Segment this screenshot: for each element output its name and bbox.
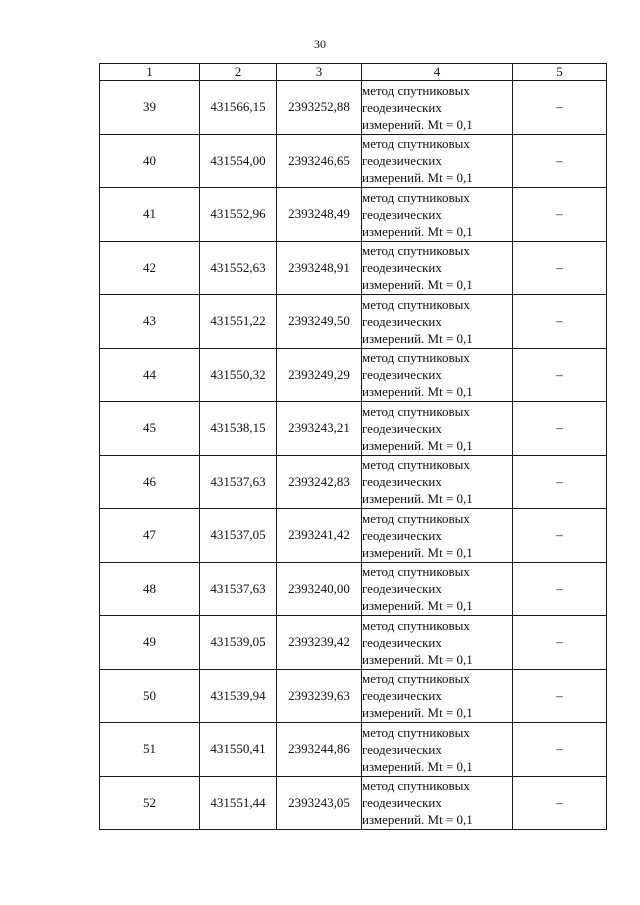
method-line-3: измерений. Mt = 0,1 <box>362 384 473 400</box>
method-line-2: геодезических <box>362 153 442 169</box>
note-cell: – <box>513 402 607 456</box>
method-line-3: измерений. Mt = 0,1 <box>362 705 473 721</box>
method-line-1: метод спутниковых <box>362 724 470 740</box>
table-row <box>100 776 607 830</box>
measurement-method <box>362 776 513 830</box>
method-line-2: геодезических <box>362 260 442 276</box>
method-line-3: измерений. Mt = 0,1 <box>362 651 473 667</box>
note-cell: – <box>513 669 607 723</box>
table-row <box>100 241 607 295</box>
coordinate-x: 431550,41 <box>200 723 277 777</box>
measurement-method <box>362 402 513 456</box>
point-number: 40 <box>100 134 200 188</box>
method-line-1: метод спутниковых <box>362 82 470 98</box>
method-line-2: геодезических <box>362 474 442 490</box>
measurement-method <box>362 723 513 777</box>
note-cell: – <box>513 616 607 670</box>
coordinate-y: 2393243,21 <box>277 402 362 456</box>
table-row <box>100 616 607 670</box>
note-cell: – <box>513 776 607 830</box>
method-line-3: измерений. Mt = 0,1 <box>362 277 473 293</box>
header-col-4: 4 <box>362 64 513 81</box>
coordinate-y: 2393244,86 <box>277 723 362 777</box>
measurement-method <box>362 188 513 242</box>
measurement-method <box>362 562 513 616</box>
coordinate-y: 2393249,29 <box>277 348 362 402</box>
table-row <box>100 295 607 349</box>
method-line-3: измерений. Mt = 0,1 <box>362 491 473 507</box>
method-line-1: метод спутниковых <box>362 350 470 366</box>
method-line-2: геодезических <box>362 367 442 383</box>
point-number: 44 <box>100 348 200 402</box>
method-line-1: метод спутниковых <box>362 403 470 419</box>
coordinate-x: 431551,22 <box>200 295 277 349</box>
coordinate-y: 2393246,65 <box>277 134 362 188</box>
point-number: 42 <box>100 241 200 295</box>
coordinate-y: 2393239,63 <box>277 669 362 723</box>
coordinate-y: 2393243,05 <box>277 776 362 830</box>
note-cell: – <box>513 241 607 295</box>
coordinate-y: 2393240,00 <box>277 562 362 616</box>
method-line-2: геодезических <box>362 741 442 757</box>
note-cell: – <box>513 81 607 135</box>
coordinate-x: 431566,15 <box>200 81 277 135</box>
table-row <box>100 81 607 135</box>
method-line-1: метод спутниковых <box>362 778 470 794</box>
measurement-method <box>362 455 513 509</box>
method-line-1: метод спутниковых <box>362 510 470 526</box>
header-col-5: 5 <box>513 64 607 81</box>
point-number: 41 <box>100 188 200 242</box>
measurement-method <box>362 509 513 563</box>
method-line-2: геодезических <box>362 527 442 543</box>
method-line-1: метод спутниковых <box>362 671 470 687</box>
coordinate-y: 2393242,83 <box>277 455 362 509</box>
method-line-1: метод спутниковых <box>362 243 470 259</box>
method-line-3: измерений. Mt = 0,1 <box>362 598 473 614</box>
coordinate-x: 431538,15 <box>200 402 277 456</box>
coordinate-x: 431554,00 <box>200 134 277 188</box>
coordinate-y: 2393239,42 <box>277 616 362 670</box>
note-cell: – <box>513 562 607 616</box>
method-line-1: метод спутниковых <box>362 189 470 205</box>
table-row <box>100 723 607 777</box>
point-number: 48 <box>100 562 200 616</box>
point-number: 47 <box>100 509 200 563</box>
measurement-method <box>362 295 513 349</box>
table-row <box>100 562 607 616</box>
point-number: 43 <box>100 295 200 349</box>
coordinate-x: 431552,63 <box>200 241 277 295</box>
coordinate-x: 431537,63 <box>200 455 277 509</box>
method-line-2: геодезических <box>362 206 442 222</box>
coordinate-x: 431551,44 <box>200 776 277 830</box>
measurement-method <box>362 81 513 135</box>
table-row <box>100 134 607 188</box>
point-number: 39 <box>100 81 200 135</box>
point-number: 50 <box>100 669 200 723</box>
method-line-3: измерений. Mt = 0,1 <box>362 437 473 453</box>
coordinate-y: 2393252,88 <box>277 81 362 135</box>
table-row <box>100 669 607 723</box>
method-line-2: геодезических <box>362 688 442 704</box>
header-row <box>100 64 607 81</box>
header-col-3: 3 <box>277 64 362 81</box>
note-cell: – <box>513 509 607 563</box>
point-number: 45 <box>100 402 200 456</box>
method-line-1: метод спутниковых <box>362 136 470 152</box>
header-col-1: 1 <box>100 64 200 81</box>
table-row <box>100 455 607 509</box>
method-line-2: геодезических <box>362 581 442 597</box>
measurement-method <box>362 616 513 670</box>
coordinate-x: 431550,32 <box>200 348 277 402</box>
method-line-3: измерений. Mt = 0,1 <box>362 223 473 239</box>
measurement-method <box>362 669 513 723</box>
coordinate-y: 2393241,42 <box>277 509 362 563</box>
coordinates-table <box>99 63 607 830</box>
table-row <box>100 402 607 456</box>
method-line-3: измерений. Mt = 0,1 <box>362 544 473 560</box>
coordinate-x: 431539,94 <box>200 669 277 723</box>
coordinate-x: 431537,63 <box>200 562 277 616</box>
measurement-method <box>362 348 513 402</box>
page-number: 30 <box>314 37 326 51</box>
point-number: 46 <box>100 455 200 509</box>
table-body <box>100 81 607 830</box>
note-cell: – <box>513 348 607 402</box>
coordinate-y: 2393248,49 <box>277 188 362 242</box>
coordinate-y: 2393248,91 <box>277 241 362 295</box>
note-cell: – <box>513 295 607 349</box>
method-line-1: метод спутниковых <box>362 617 470 633</box>
note-cell: – <box>513 455 607 509</box>
measurement-method <box>362 134 513 188</box>
method-line-2: геодезических <box>362 795 442 811</box>
method-line-1: метод спутниковых <box>362 296 470 312</box>
method-line-3: измерений. Mt = 0,1 <box>362 116 473 132</box>
method-line-2: геодезических <box>362 99 442 115</box>
method-line-3: измерений. Mt = 0,1 <box>362 758 473 774</box>
coordinate-x: 431537,05 <box>200 509 277 563</box>
method-line-1: метод спутниковых <box>362 457 470 473</box>
coordinate-x: 431539,05 <box>200 616 277 670</box>
table-header <box>100 64 607 81</box>
point-number: 51 <box>100 723 200 777</box>
method-line-3: измерений. Mt = 0,1 <box>362 170 473 186</box>
method-line-2: геодезических <box>362 420 442 436</box>
point-number: 49 <box>100 616 200 670</box>
coordinate-y: 2393249,50 <box>277 295 362 349</box>
note-cell: – <box>513 188 607 242</box>
point-number: 52 <box>100 776 200 830</box>
coordinate-x: 431552,96 <box>200 188 277 242</box>
table-row <box>100 509 607 563</box>
header-col-2: 2 <box>200 64 277 81</box>
method-line-3: измерений. Mt = 0,1 <box>362 812 473 828</box>
table-row <box>100 188 607 242</box>
table-row <box>100 348 607 402</box>
note-cell: – <box>513 134 607 188</box>
method-line-1: метод спутниковых <box>362 564 470 580</box>
method-line-2: геодезических <box>362 313 442 329</box>
method-line-2: геодезических <box>362 634 442 650</box>
method-line-3: измерений. Mt = 0,1 <box>362 330 473 346</box>
measurement-method <box>362 241 513 295</box>
note-cell: – <box>513 723 607 777</box>
